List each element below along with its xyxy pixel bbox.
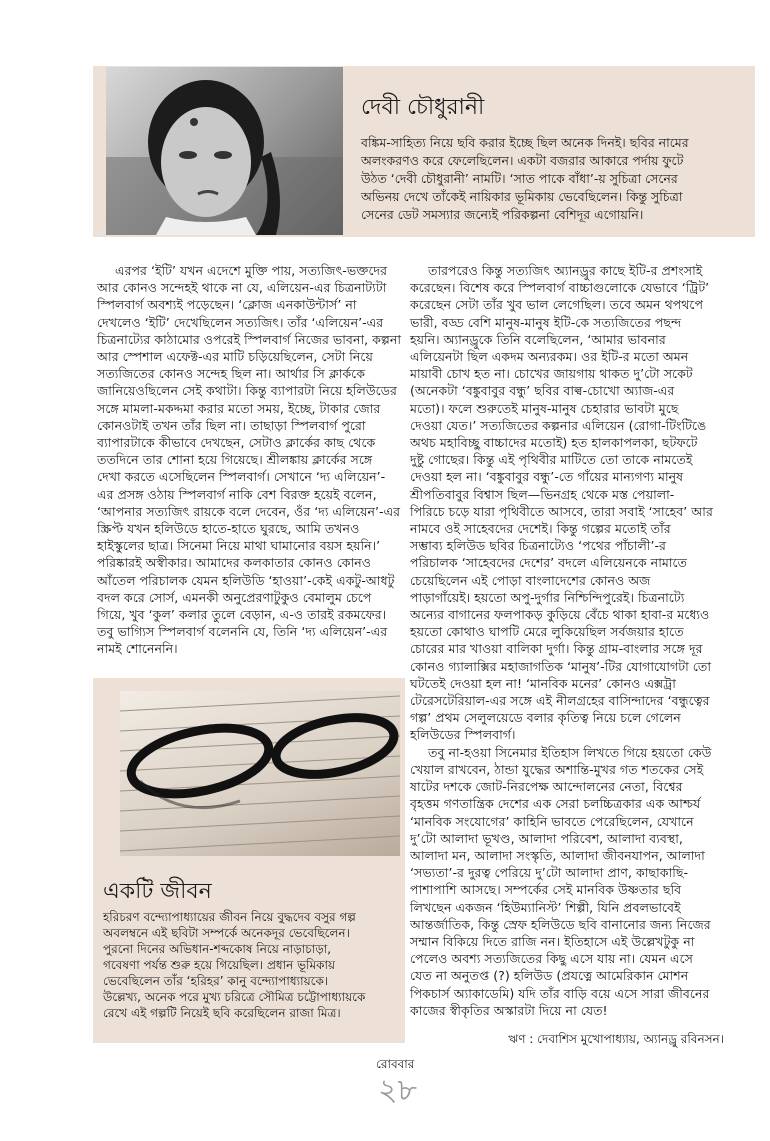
text-line: পেলেও অবশ্য সত্যজিতের কিছু এসে যায় না। যেমন এসে [410, 951, 693, 967]
text-line: অথচ মহাবিচ্ছু বাচ্চাদের মতোই) হত হালকাপলকা, ছটফটে [410, 435, 698, 451]
text-line: সম্ভাব্য হলিউড ছবির চিত্রনাট্যেও ‘পথের পাঁচালী’-র [410, 538, 666, 554]
text-line: অবলম্বনে এই ছবিটা সম্পর্কে অনেকদূর ভেবেছিলেন। [103, 926, 350, 940]
text-line: হরিচরণ বন্দ্যোপাধ্যায়ের জীবন নিয়ে বুদ্ধদেব বসুর গল্প [103, 910, 356, 924]
text-line: বদল করে সোর্স, এমনকী অনুপ্রেরণাটুকুও বেমালুম চেপে [97, 589, 372, 605]
text-line: কাজের স্বীকৃতির অস্কারটা দিয়ে না যেত! [410, 1002, 608, 1018]
sidebar-ekti-jibon [93, 678, 405, 1043]
page-number: ২৮ [378, 1073, 417, 1108]
text-line: নামই শোনেননি। [97, 641, 178, 657]
text-line: গবেষণা পর্যন্ত শুরু হয়ে গিয়েছিল। প্রধান ভূমিকায় [103, 958, 336, 972]
text-line: ষাটের দশকে জোট-নিরপেক্ষ আন্দোলনের নেতা, বিশ্বের [410, 779, 683, 795]
text-line: দেখলেও ‘ইটি’ দেখেছিলেন সত্যজিৎ। তাঁর ‘এলিয়েন’-এর [97, 314, 384, 330]
text-line: দেওয়া হল না। ‘বঙ্কুবাবুর বন্ধু’-তে গাঁয়ের মান্যগণ্য মানুষ [410, 469, 684, 485]
text-line: তবু না-হওয়া সিনেমার ইতিহাস লিখতে গিয়ে হয়তো কেউ [428, 744, 712, 760]
sidebar-text [103, 909, 403, 1021]
text-line: হয়তো কোথাও ঘাপটি মেরে লুকিয়েছিল সর্বজয়ার হাতে [410, 624, 684, 640]
text-line: ‘সভ্যতা’-র দুরত্ব পেরিয়ে দু’টো আলাদা প্রাণ, কাছাকাছি- [410, 865, 689, 881]
text-line: পুরনো দিনের অভিধান-শব্দকোষ নিয়ে নাড়াচাড়া, [103, 942, 332, 956]
text-line: মায়াবী চোখ হত না। চোখের জায়গায় থাকত দু’টো সকেট [410, 366, 693, 382]
text-line: চিত্রনাট্যের কাঠামোর ওপরেই স্পিলবার্গ নিজের ভাবনা, কল্পনা [97, 331, 402, 347]
text-line: হলিউডের স্পিলবার্গ। [410, 727, 516, 743]
text-line: স্পিলবার্গ অবশ্যই পড়েছেন। ‘ক্লোজ এনকাউন্টার্স’ না [97, 297, 357, 313]
article-column-right [410, 262, 730, 1019]
text-line: এলিয়েনটা ছিল একদম অন্যরকম। ওর ইটি-র মতো অমন [410, 349, 689, 365]
text-line: করেছেন সেটা তাঁর খুব ভাল লেগেছিল। তবে অমন থপথপে [410, 297, 704, 313]
text-line: পাশাপাশি আসছে। সম্পর্কের সেই মানবিক উষ্ণতার ছবি [410, 882, 682, 898]
text-line: রেখে এই গল্পটি নিয়েই ছবি করেছিলেন রাজা মিত্র। [103, 1006, 341, 1020]
text-line: ভেবেছিলেন তাঁর ‘হরিহর’ কানু বন্দ্যোপাধ্যায়কে। [103, 974, 329, 988]
text-line: ব্যাপারটাকে কীভাবে দেখছেন, সেটাও ক্লার্কের কাছ থেকে [97, 435, 376, 451]
text-line: বঙ্কিম-সাহিত্য নিয়ে ছবি করার ইচ্ছে ছিল অনেক দিনই। ছবির নামের [361, 135, 689, 150]
text-line: সঙ্গে মামলা-মকদ্দমা করার মতো সময়, ইচ্ছে, টাকার জোর [97, 400, 381, 416]
text-line: চেয়েছিলেন এই পোড়া বাংলাদেশের কোনও অজ [410, 572, 651, 588]
sidebar-devi-chaudhurani [93, 66, 755, 237]
text-line: তারপরেও কিন্তু সত্যজিৎ অ্যানড্রুর কাছে ইটি-র প্রশংসাই [428, 263, 703, 278]
text-line: আন্তর্জাতিক, কিন্তু স্রেফ হলিউডে ছবি বানানোর জন্য নিজের [410, 916, 711, 932]
text-line: অলংকরণও করে ফেলেছিলেন। একটা বজরার আকারে পর্দায় ফুটে [361, 153, 684, 168]
magazine-name: রোববার [376, 1057, 415, 1071]
text-line: গিয়ে, খুব ‘কুল’ কলার তুলে বেড়ান, এ-ও তারই রকমফের। [97, 607, 387, 623]
text-line: উঠত ‘দেবী চৌধুরানী’ নামটি। ‘সাত পাকে বাঁধা’-য় সুচিত্রা সেনের [361, 171, 678, 186]
credit-line: ঋণ : দেবাশিস মুখোপাধ্যায়, অ্যানড্রু রবিনসন। [508, 1032, 724, 1046]
text-line: এরপর ‘ইটি’ যখন এদেশে মুক্তি পায়, সত্যজিৎ-ভক্তদের [115, 263, 388, 278]
spectacles-on-book-photo [120, 691, 400, 856]
text-line: মতো)। ফলে শুরুতেই মানুষ-মানুষ চেহারার ভাবটা মুছে [410, 400, 679, 416]
text-line: তবু ভাগ্যিস স্পিলবার্গ বলেননি যে, তিনি ‘দ্য এলিয়েন’-এর [97, 624, 388, 640]
article-column-left [97, 262, 402, 658]
sidebar-text [361, 134, 746, 224]
suchitra-sen-photo [106, 67, 343, 235]
text-line: দেখা করতে এসেছিলেন স্পিলবার্গ। সেখানে ‘দ্য এলিয়েন’- [97, 469, 386, 485]
text-line: এর প্রসঙ্গ ওঠায় স্পিলবার্গ নাকি বেশ বিরক্ত হয়েই বলেন, [97, 486, 377, 502]
text-line: যেত না অনুতপ্ত (?) হলিউড (প্রযত্নে আমেরিকান মোশন [410, 968, 689, 984]
text-line: শ্রীপতিবাবুর বিশ্বাস ছিল—ভিনগ্রহ থেকে মস্ত পেয়ালা- [410, 486, 675, 502]
text-line: ঘটতেই দেওয়া হল না! ‘মানবিক মনের’ কোনও এক্সট্রা [410, 675, 676, 691]
text-line: অভিনয় দেখে তাঁকেই নায়িকার ভূমিকায় ভেবেছিলেন। কিন্তু সুচিত্রা [361, 189, 683, 204]
text-line: স্ক্রিপ্ট যখন হলিউডে হাতে-হাতে ঘুরছে, আমি তখনও [97, 521, 360, 537]
text-line: (অনেকটা ‘বঙ্কুবাবুর বন্ধু’ ছবির বাল্ব-চোখো অ্যাজ-এর [410, 383, 675, 399]
text-line: হাইস্কুলের ছাত্র। সিনেমা নিয়ে মাথা ঘামানোর বয়স হয়নি।’ [97, 538, 381, 554]
text-line: পরিচালক ‘সাহেবদের দেশের’ বদলে এলিয়েনকে নামাতে [410, 555, 687, 571]
text-line: হয়নি। অ্যানড্রুকে তিনি বলেছিলেন, ‘আমার ভাবনার [410, 331, 666, 347]
text-line: নামবে ওই সাহেবদের দেশেই। কিন্তু গল্পের মতোই তাঁর [410, 521, 671, 537]
sidebar-title: একটি জীবন [103, 879, 212, 904]
text-line: পিকচার্স অ্যাকাডেমি) যদি তাঁর বাড়ি বয়ে এসে সারা জীবনের [410, 985, 710, 1001]
text-line: টেরেসটেরিয়াল-এর সঙ্গে এই নীলগ্রহের বাসিন্দাদের ‘বন্ধুত্বের [410, 693, 710, 709]
text-line: উল্লেখ্য, অনেক পরে মুখ্য চরিত্রে সৌমিত্র চট্টোপাধ্যায়কে [103, 990, 366, 1004]
text-line: জানিয়েওছিলেন সেই কথাটা। কিন্তু ব্যাপারটা নিয়ে হলিউডের [97, 383, 397, 399]
text-line: দুষ্টু গোছের। কিন্তু এই পৃথিবীর মাটিতে তো তাকে নামতেই [410, 452, 693, 468]
text-line: ‘আপনার সত্যজিৎ রায়কে বলে দেবেন, ওঁর ‘দ্য এলিয়েন’-এর [97, 503, 401, 519]
text-line: পরিষ্কারই অস্বীকার। আমাদের কলকাতার কোনও কোনও [97, 555, 372, 571]
text-line: ভারী, বড্ড বেশি মানুষ-মানুষ ইটি-কে সত্যজিতের পছন্দ [410, 314, 682, 330]
text-line: অন্যের বাগানের ফলপাকড় কুড়িয়ে বেঁচে থাকা হাবা-র মধ্যেও [410, 607, 710, 623]
text-line: ততদিনে তার শোনা হয়ে গিয়েছে। শ্রীলঙ্কায় ক্লার্কের সঙ্গে [97, 452, 373, 468]
text-line: ‘মানবিক সংযোগের’ কাহিনি ভাবতে পেরেছিলেন, যেখানে [410, 813, 694, 829]
text-line: করেছেন। বিশেষ করে স্পিলবার্গ বাচ্চাগুলোকে যেভাবে ‘ট্রিট’ [410, 280, 710, 296]
text-line: গল্প’ প্রথম সেলুলয়েডে বলার কৃতিত্ব নিয়ে চলে গেলেন [410, 710, 681, 726]
text-line: সেনের ডেট সমস্যার জন্যেই পরিকল্পনা বেশিদূর এগোয়নি। [361, 207, 644, 222]
text-line: আলাদা মন, আলাদা সংস্কৃতি, আলাদা জীবনযাপন, আলাদা [410, 847, 705, 863]
text-line: আর কোনও সন্দেহই থাকে না যে, এলিয়েন-এর চিত্রনাট্যটা [97, 280, 387, 296]
text-line: আর স্পেশাল এফেক্ট-এর মাটি চড়িয়েছিলেন, সেটা নিয়ে [97, 349, 373, 365]
text-line: লিখছেন একজন ‘হিউম্যানিস্ট’ শিল্পী, যিনি প্রবলভাবেই [410, 899, 681, 915]
text-line: চোরের মার খাওয়া বালিকা দুর্গা। কিন্তু গ্রাম-বাংলার সঙ্গে দূর [410, 641, 703, 657]
sidebar-title: দেবী চৌধুরানী [361, 95, 485, 120]
text-line: পাড়াগাঁয়েই। হয়তো অপু-দুর্গার নিশ্চিন্দিপুরেই। চিত্রনাট্যে [410, 589, 685, 605]
text-line: খেয়াল রাখবেন, ঠান্ডা যুদ্ধের অশান্তি-মুখর গত শতকের সেই [410, 761, 704, 777]
text-line: কোনওটাই তখন তাঁর ছিল না। তাছাড়া স্পিলবার্গ পুরো [97, 417, 366, 433]
text-line: দু’টো আলাদা ভূখণ্ড, আলাদা পরিবেশ, আলাদা ব্যবস্থা, [410, 830, 683, 846]
text-line: পিরিচে চড়ে যারা পৃথিবীতে আসবে, তারা সবাই ‘সাহেব’ আর [410, 503, 713, 519]
text-line: কোনও গ্যালাক্সির মহাজাগতিক ‘মানুষ’-টির যোগাযোগটা তো [410, 658, 711, 674]
text-line: আঁতেল পরিচালক যেমন হলিউডি ‘হাওয়া’-কেই একটু-আধটু [97, 572, 395, 588]
text-line: দেওয়া যেত।’ সত্যজিতের কল্পনার এলিয়েন (রোগা-টিংটিঙে [410, 417, 707, 433]
text-line: সত্যজিতের কোনও সন্দেহ ছিল না। আর্থার সি ক্লার্ককে [97, 366, 366, 382]
text-line: সম্মান বিকিয়ে দিতে রাজি নন। ইতিহাসে এই উল্লেখটুকু না [410, 933, 695, 949]
text-line: বৃহত্তম গণতান্ত্রিক দেশের এক সেরা চলচ্চিত্রকার এক আশ্চর্য [410, 796, 701, 812]
